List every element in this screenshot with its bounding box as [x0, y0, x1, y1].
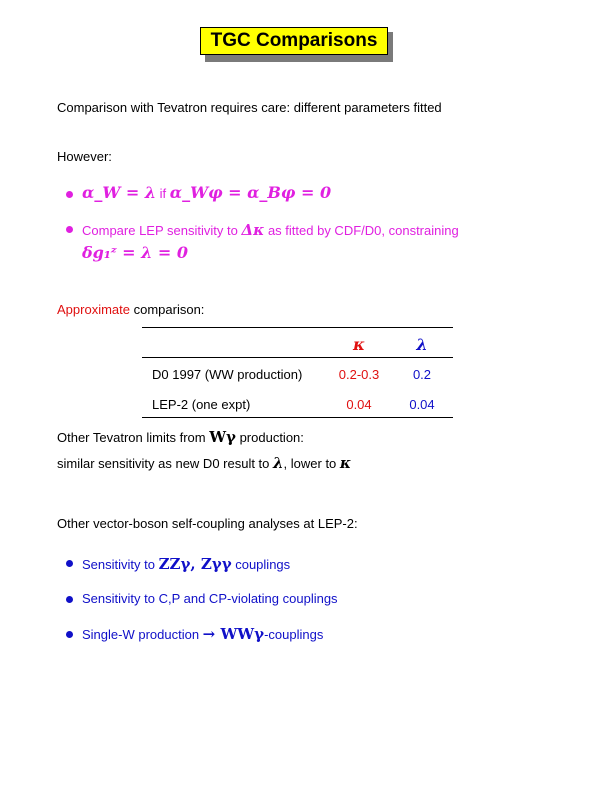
- table-header-lambda: λ: [416, 335, 428, 354]
- tevatron-line-1: [57, 428, 304, 446]
- tevatron-line-2: [57, 454, 351, 472]
- bullet-dot: [66, 631, 73, 638]
- tevatron-text: , lower to: [283, 456, 340, 471]
- bullet-dot: [66, 560, 73, 567]
- bullet-item-zz: [82, 555, 290, 573]
- table-header-kappa: κ: [353, 335, 365, 354]
- bullet-dot: [66, 226, 73, 233]
- tevatron-text: production:: [235, 430, 304, 445]
- bullet-item-pre: Single-W production: [82, 627, 203, 642]
- bullet-item-cp: Sensitivity to C,P and CP-violating couplings: [82, 591, 338, 606]
- table-row-label: D0 1997 (WW production): [152, 367, 303, 382]
- table-top-rule: [142, 327, 453, 328]
- bullet-dot: [66, 191, 73, 198]
- table-row-label: LEP-2 (one expt): [152, 397, 251, 412]
- bullet-item-pre: Sensitivity to: [82, 557, 159, 572]
- tevatron-text: Other Tevatron limits from: [57, 430, 210, 445]
- kappa-symbol: κ: [339, 454, 352, 472]
- table-header-rule: [142, 357, 453, 358]
- bullet-item-post: couplings: [231, 557, 291, 572]
- bullet-item-alpha: [82, 183, 331, 202]
- zz-gamma-symbol: ZZγ, Zγγ: [158, 555, 232, 573]
- lambda-symbol: λ: [273, 454, 284, 472]
- constraint-equation: δg₁ᶻ = λ = 0: [82, 243, 189, 262]
- approx-highlight: Approximate: [57, 302, 130, 317]
- bullet-item-compare: [82, 221, 459, 239]
- alpha-w-equation: α_W = λ: [82, 183, 157, 202]
- table-cell-lambda: 0.04: [409, 397, 435, 412]
- table-cell-kappa: 0.04: [346, 397, 372, 412]
- approx-label: [57, 302, 204, 317]
- bullet-item-pre: Compare LEP sensitivity to: [82, 223, 242, 238]
- intro-text: Comparison with Tevatron requires care: different parameters fitted: [57, 100, 442, 115]
- bullet-dot: [66, 596, 73, 603]
- page-title: TGC Comparisons: [200, 27, 388, 55]
- w-gamma-symbol: Wγ: [209, 428, 236, 446]
- alpha-condition-equation: α_Wφ = α_Bφ = 0: [169, 183, 332, 202]
- table-cell-kappa: 0.2-0.3: [338, 367, 380, 382]
- approx-rest: comparison:: [129, 302, 205, 317]
- bullet-item-post: -couplings: [264, 627, 324, 642]
- table-bottom-rule: [142, 417, 453, 418]
- bullet-item-mid: as fitted by CDF/D0, constraining: [264, 223, 459, 238]
- however-text: However:: [57, 149, 112, 164]
- bullet-item-single-w: [82, 625, 323, 643]
- tevatron-text: similar sensitivity as new D0 result to: [57, 456, 274, 471]
- other-analyses-text: Other vector-boson self-coupling analyses at LEP-2:: [57, 516, 358, 531]
- bullet-item-mid: if: [156, 186, 170, 201]
- ww-gamma-symbol: → WWγ: [202, 625, 265, 643]
- table-cell-lambda: 0.2: [412, 367, 432, 382]
- delta-kappa-symbol: Δκ: [241, 221, 265, 239]
